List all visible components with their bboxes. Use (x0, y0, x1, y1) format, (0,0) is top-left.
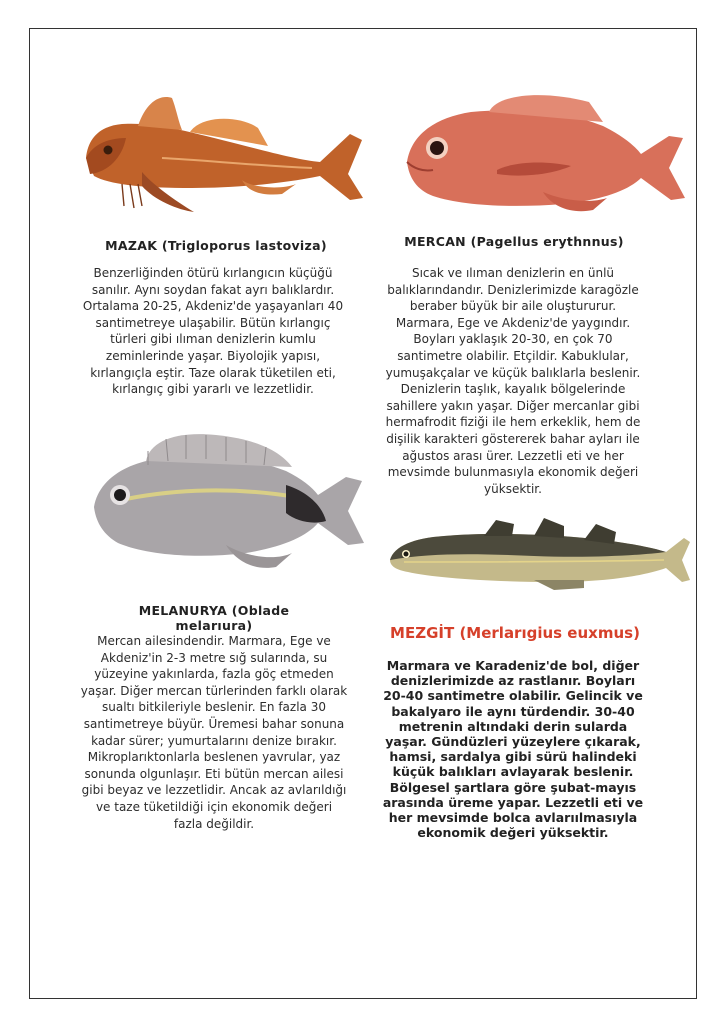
mazak-title: MAZAK (Trigloporus lastoviza) (105, 238, 327, 253)
mercan-fish-illustration (393, 82, 693, 222)
mazak-fish-illustration (82, 88, 366, 213)
melanurya-fish-illustration (86, 425, 368, 575)
mezgit-title: MEZGİT (Merlarıgius euxmus) (390, 624, 640, 642)
mezgit-fish-illustration (384, 516, 694, 591)
mercan-description: Sıcak ve ılıman denizlerin en ünlü balıklarındandır. Denizlerimizde karagözle beraber büyük bir aile oluştururur. Marmara, Ege ve Akdeniz'de yaygındır. Boyları yaklaşık 20-30, en çok 70 santimetre olabilir. Etçildir. Kabuklular, yumuşakçalar ve küçük balıklarla beslenir. Denizlerin taşlık, kayalık bölgelerinde sahillere yakın yaşar. Diğer mercanlar gibi hermafrodit fiziği ile hem erkeklik, hem de dişilik karakteri göstererek bahar ayları ile ağustos arası ürer. Lezzetli eti ve her mevsimde bulunmasıyla ekonomik değeri yüksektir. (385, 266, 641, 496)
mazak-description: Benzerliğinden ötürü kırlangıcın küçüğü sanılır. Aynı soydan fakat ayrı balıklardır. Ortalama 20-25, Akdeniz'de yaşayanları 40 santimetreye ulaşabilir. Bütün kırlangıç türleri gibi ılıman denizlerin kumlu zeminlerinde yaşar. Biyolojik yapısı, kırlangıçla eştir. Taze olarak tüketilen eti, kırlangıç gibi yararlı ve lezzetlidir. (82, 266, 344, 397)
mercan-title: MERCAN (Pagellus erythnnus) (404, 234, 624, 249)
melanurya-title: MELANURYA (Oblade melarıura) (138, 603, 290, 633)
melanurya-description: Mercan ailesindendir. Marmara, Ege ve Akdeniz'in 2-3 metre sığ sularında, su yüzeyine yakınlarda, fazla göç etmeden yaşar. Diğer mercan türlerinden farklı olarak sualtı bitkileriyle beslenir. En fazla 30 santimetreye büyür. Üremesi bahar sonuna kadar sürer; yumurtalarını denize bırakır. Mikroplarıktonlarla beslenen yavrular, yaz sonunda olgunlaşır. Eti bütün mercan ailesi gibi beyaz ve lezzetlidir. Ancak az avlarıldığı ve taze tüketildiği için ekonomik değeri fazla değildir. (80, 634, 348, 831)
mezgit-description: Marmara ve Karadeniz'de bol, diğer denizlerimizde az rastlanır. Boyları 20-40 santimetre olabilir. Gelincik ve bakalyaro ile aynı türdendir. 30-40 metrenin altındaki derin sularda yaşar. Gündüzleri yüzeylere çıkarak, hamsi, sardalya gibi sürü halindeki küçük balıkları avlayarak beslenir. Bölgesel şartlara göre şubat-mayıs arasında üreme yapar. Lezzetli eti ve her mevsimde bolca avlarıılmasıyla ekonomik değeri yüksektir. (382, 658, 644, 841)
